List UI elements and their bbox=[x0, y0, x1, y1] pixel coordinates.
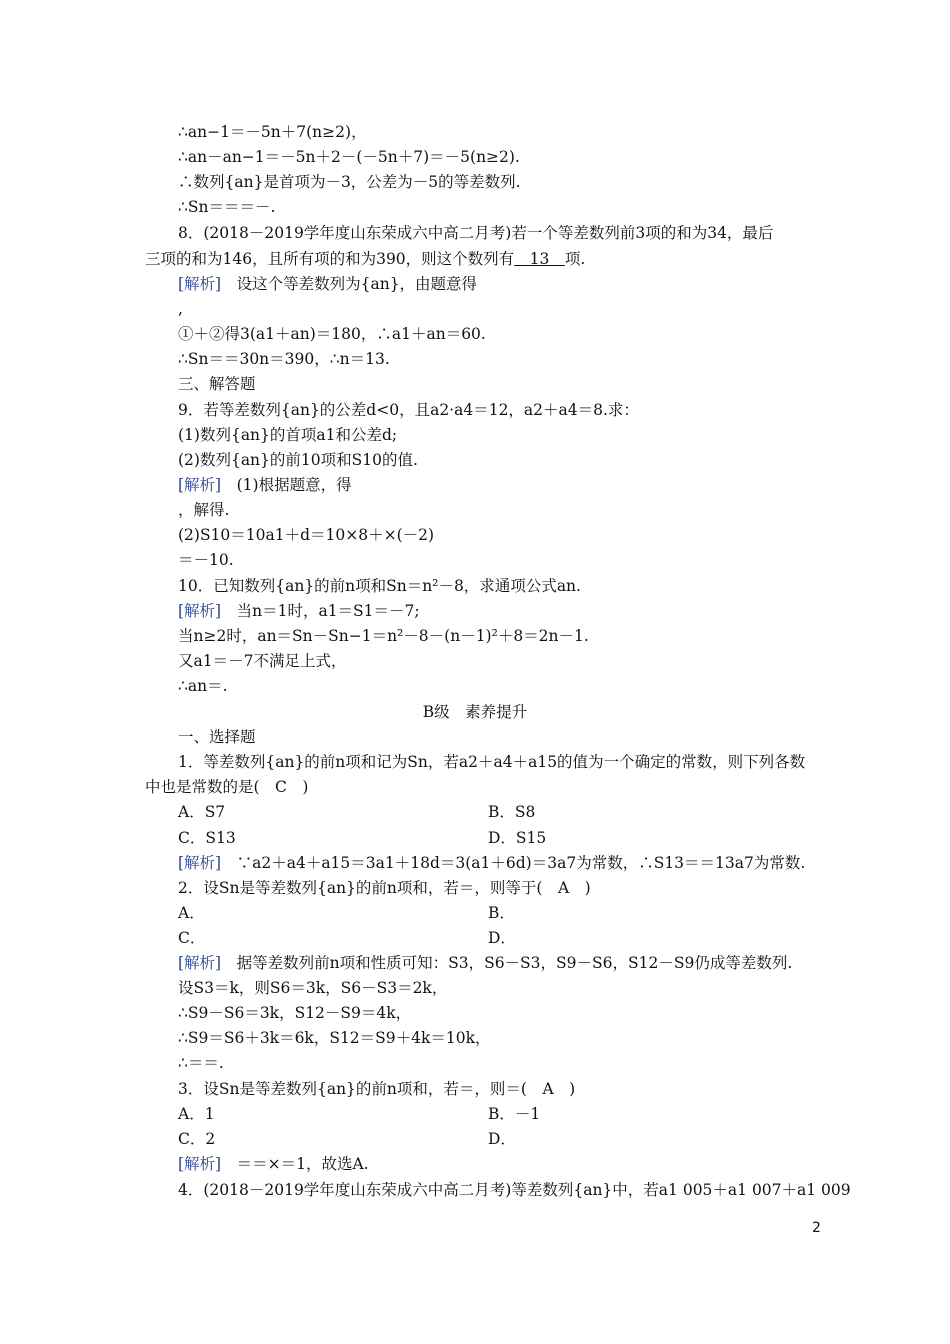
text-line bbox=[488, 928, 516, 948]
line-text: 当n＝1时，a1＝S1＝－7; bbox=[221, 602, 420, 620]
line-text: ∴S9＝S6＋3k＝6k，S12＝S9＋4k＝10k， bbox=[178, 1029, 491, 1047]
analysis-tag: [解析] bbox=[178, 602, 222, 620]
text-line bbox=[178, 878, 591, 898]
text-line bbox=[178, 400, 639, 420]
text-line bbox=[178, 601, 420, 621]
text-line bbox=[178, 525, 434, 545]
text-line bbox=[178, 1104, 215, 1124]
line-text: C．S13 bbox=[178, 829, 236, 847]
line-text: ∴数列{an}是首项为－3，公差为－5的等差数列. bbox=[178, 173, 521, 191]
text-line bbox=[488, 802, 535, 822]
text-line bbox=[178, 172, 521, 192]
line-text: 当n≥2时，an＝Sn－Sn−1＝n²－8－(n－1)²＋8＝2n－1. bbox=[178, 627, 589, 645]
line-text: A．S7 bbox=[178, 803, 226, 821]
text-line bbox=[178, 953, 792, 973]
text-line bbox=[178, 550, 234, 570]
line-text: B． bbox=[488, 904, 515, 922]
analysis-tag: [解析] bbox=[178, 275, 222, 293]
line-text: 三项的和为146，且所有项的和为390，则这个数列有 bbox=[145, 250, 515, 268]
text-line bbox=[178, 374, 256, 394]
line-text: 设这个等差数列为{an}，由题意得 bbox=[221, 275, 478, 293]
text-line bbox=[178, 122, 367, 142]
line-text: 设S3＝k，则S6＝3k，S6－S3＝2k， bbox=[178, 979, 448, 997]
text-line bbox=[178, 223, 773, 243]
text-line bbox=[178, 651, 346, 671]
text-line bbox=[178, 828, 236, 848]
line-text: ∴S9－S6＝3k，S12－S9＝4k， bbox=[178, 1004, 412, 1022]
text-line bbox=[178, 1079, 575, 1099]
line-text: D． bbox=[488, 929, 516, 947]
line-text: ∴an＝. bbox=[178, 677, 228, 695]
line-text: ①＋②得3(a1＋an)＝180，∴a1＋an＝60. bbox=[178, 325, 486, 343]
text-line bbox=[145, 777, 308, 797]
line-text: ∴an−1＝－5n＋7(n≥2)， bbox=[178, 123, 367, 141]
line-text: D． bbox=[488, 1130, 516, 1148]
line-text: 3．设Sn是等差数列{an}的前n项和，若＝，则＝( A ) bbox=[178, 1080, 576, 1098]
text-line bbox=[178, 978, 447, 998]
text-line bbox=[178, 500, 229, 520]
text-line bbox=[178, 752, 805, 772]
line-text-tail: 项. bbox=[564, 250, 586, 268]
text-line bbox=[145, 249, 585, 269]
line-text: ∴Sn＝＝30n＝390，∴n＝13. bbox=[178, 350, 390, 368]
line-text: C．2 bbox=[178, 1130, 216, 1148]
text-line bbox=[178, 274, 477, 294]
line-text: 4．(2018－2019学年度山东荣成六中高二月考)等差数列{an}中，若a1 005＋a1 007＋a1 009 bbox=[178, 1181, 851, 1199]
line-text: ＝＝×＝1，故选A. bbox=[221, 1155, 369, 1173]
line-text: 一、选择题 bbox=[178, 728, 256, 746]
text-line bbox=[178, 1154, 369, 1174]
line-text: (1)数列{an}的首项a1和公差d; bbox=[178, 426, 398, 444]
analysis-tag: [解析] bbox=[178, 476, 222, 494]
text-line bbox=[178, 928, 205, 948]
line-text: ＝－10. bbox=[178, 551, 234, 569]
text-line bbox=[178, 349, 390, 369]
text-line bbox=[178, 475, 352, 495]
line-text: ∴＝＝. bbox=[178, 1054, 224, 1072]
line-text: 9．若等差数列{an}的公差d<0，且a2·a4＝12，a2＋a4＝8.求： bbox=[178, 401, 639, 419]
text-line bbox=[178, 197, 275, 217]
text-line bbox=[178, 324, 486, 344]
text-line bbox=[178, 1028, 491, 1048]
text-line bbox=[178, 676, 228, 696]
text-line bbox=[0, 702, 950, 722]
line-text: ∴an－an−1＝－5n＋2－(－5n＋7)＝－5(n≥2). bbox=[178, 148, 520, 166]
analysis-tag: [解析] bbox=[178, 1155, 222, 1173]
text-line bbox=[488, 1129, 516, 1149]
text-line bbox=[178, 450, 418, 470]
line-text: B．－1 bbox=[488, 1105, 541, 1123]
text-line bbox=[178, 626, 589, 646]
line-text: 2．设Sn是等差数列{an}的前n项和，若＝，则等于( A ) bbox=[178, 879, 591, 897]
text-line bbox=[178, 425, 397, 445]
line-text: 据等差数列前n项和性质可知：S3，S6－S3，S9－S6，S12－S9仍成等差数列. bbox=[221, 954, 793, 972]
answer-blank: 13 bbox=[514, 250, 565, 268]
text-line bbox=[178, 1180, 851, 1200]
text-line bbox=[178, 903, 205, 923]
line-text: B．S8 bbox=[488, 803, 536, 821]
page-number: 2 bbox=[812, 1220, 821, 1236]
line-text: B级 素养提升 bbox=[422, 703, 528, 721]
line-text: A．1 bbox=[178, 1105, 215, 1123]
text-line bbox=[178, 727, 256, 747]
line-text: (1)根据题意，得 bbox=[221, 476, 352, 494]
line-text: ∴Sn＝＝＝－. bbox=[178, 198, 276, 216]
line-text: 三、解答题 bbox=[178, 375, 256, 393]
line-text: 10．已知数列{an}的前n项和Sn＝n²－8，求通项公式an. bbox=[178, 577, 581, 595]
analysis-tag: [解析] bbox=[178, 954, 222, 972]
line-text: , bbox=[178, 300, 183, 318]
analysis-tag: [解析] bbox=[178, 854, 222, 872]
line-text: ∵a2＋a4＋a15＝3a1＋18d＝3(a1＋6d)＝3a7为常数，∴S13＝＝13a7为常数. bbox=[221, 854, 806, 872]
line-text: (2)数列{an}的前10项和S10的值. bbox=[178, 451, 418, 469]
text-line bbox=[178, 802, 225, 822]
text-line bbox=[178, 147, 520, 167]
line-text: ，解得. bbox=[178, 501, 230, 519]
text-line bbox=[178, 1129, 215, 1149]
text-line bbox=[178, 299, 183, 319]
text-line bbox=[488, 1104, 540, 1124]
line-text: 1．等差数列{an}的前n项和记为Sn，若a2＋a4＋a15的值为一个确定的常数，则下列各数 bbox=[178, 753, 806, 771]
text-line bbox=[178, 1053, 224, 1073]
line-text: (2)S10＝10a1＋d＝10×8＋×(－2) bbox=[178, 526, 435, 544]
line-text: 又a1＝－7不满足上式， bbox=[178, 652, 347, 670]
text-line bbox=[488, 828, 546, 848]
line-text: 8．(2018－2019学年度山东荣成六中高二月考)若一个等差数列前3项的和为34，最后 bbox=[178, 224, 774, 242]
text-line bbox=[178, 1003, 411, 1023]
text-line bbox=[178, 853, 805, 873]
text-line bbox=[488, 903, 515, 923]
line-text: D．S15 bbox=[488, 829, 547, 847]
line-text: C． bbox=[178, 929, 206, 947]
line-text: A． bbox=[178, 904, 205, 922]
text-line bbox=[178, 576, 581, 596]
line-text: 中也是常数的是( C ) bbox=[145, 778, 309, 796]
